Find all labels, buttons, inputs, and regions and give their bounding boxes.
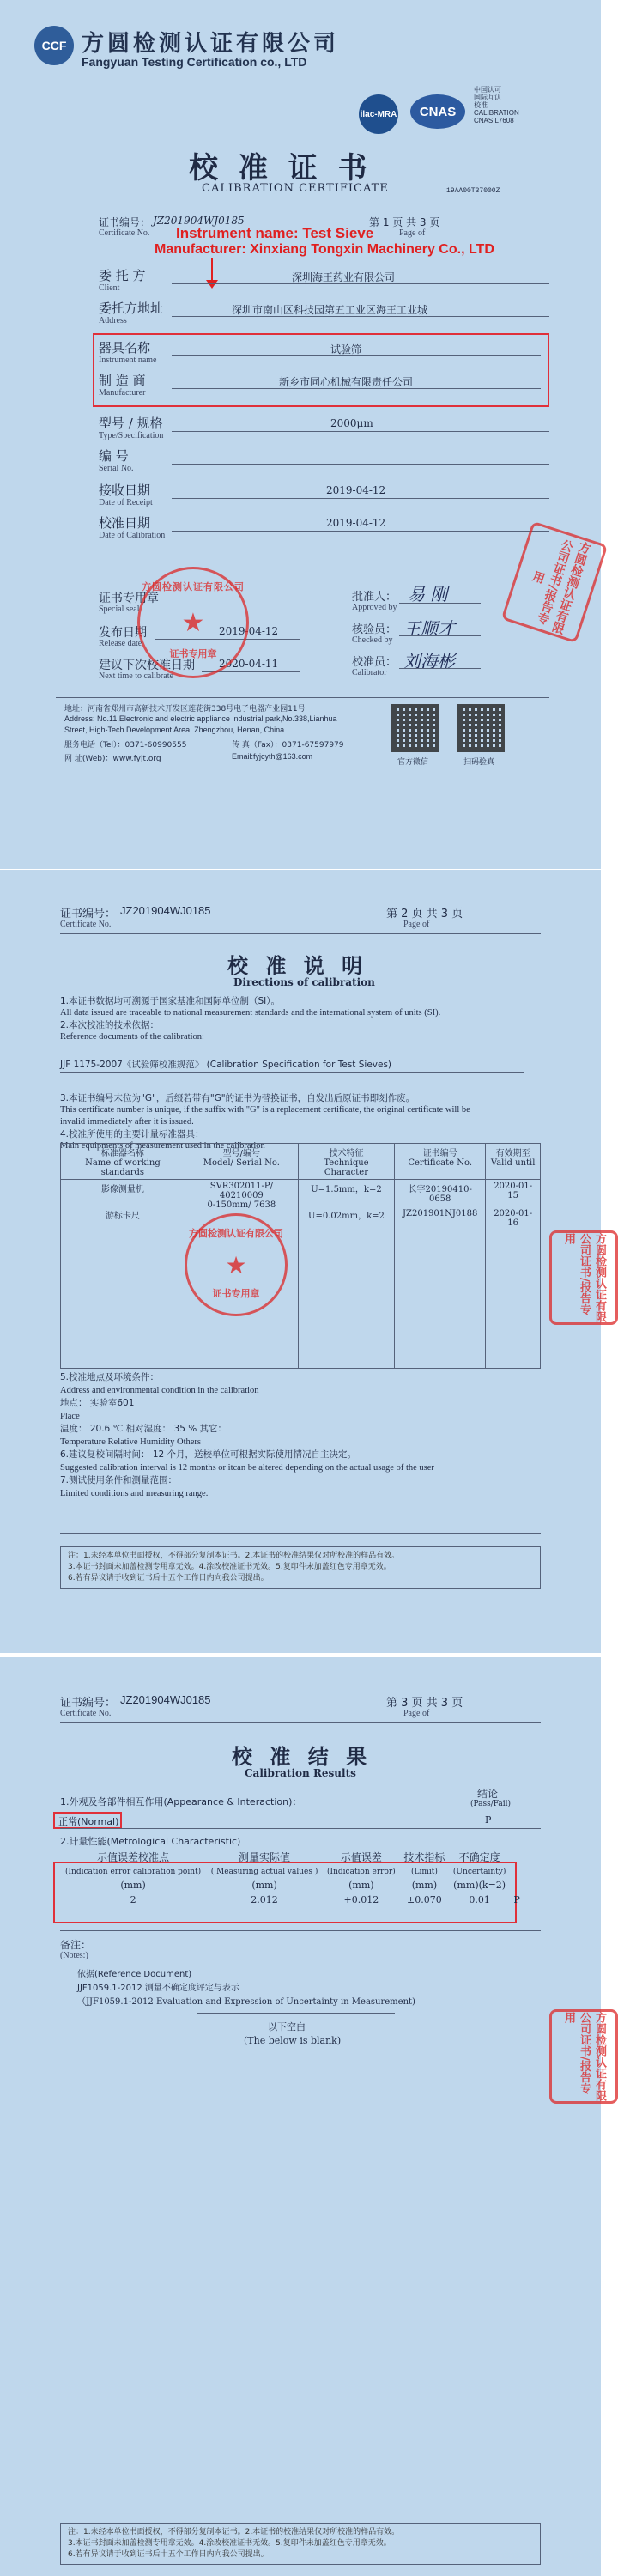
- directions-title-cn: 校 准 说 明: [227, 954, 368, 978]
- field-receipt-value: 2019-04-12: [326, 484, 386, 496]
- table-row: 影像测量机 游标卡尺 SVR302011-P/ 40210009 0-150mm/ 7638 U=1.5mm，k=2 U=0.02mm，k=2 长字20190410-0658 JZ201901NJ0188 2020-01-15 2020-01-16: [61, 1180, 541, 1369]
- side-seal: 方圆检测认证有限公司证书/报告专用: [549, 2009, 618, 2104]
- page-indicator: 第 1 页 共 3 页: [369, 216, 440, 228]
- next-calibration-date: 2020-04-11: [219, 658, 279, 670]
- phone: 服务电话（Tel）：0371-60990555: [64, 741, 187, 750]
- field-calibration-date-value: 2019-04-12: [326, 517, 386, 529]
- certificate-page-3: [0, 1657, 606, 2576]
- blank-note-en: (The below is blank): [244, 2035, 342, 2046]
- annotation-arrow-head: [206, 280, 218, 289]
- item-appearance: 1.外观及各部件相互作用(Appearance & Interaction)：: [60, 1796, 302, 1807]
- side-seal: 方圆检测认证有限公司证书/报告专用: [501, 521, 609, 644]
- cert-no-en: Certificate No.: [99, 228, 150, 238]
- official-seal: 方圆检测认证有限公司 ★ 证书专用章: [137, 567, 249, 678]
- appearance-conclusion: P: [485, 1814, 492, 1826]
- calibrator-signature: 刘海彬: [403, 651, 455, 671]
- page2-footer-notes: 注：1.未经本单位书面授权，不得部分复制本证书。2.本证书的校准结果仅对所校准的样品有效。 3.本证书封面未加盖检测专用章无效。4.涂改校准证书无效。5.复印件未加盖红色专用章无效。 6.若有异议请于收到证书后十五个工作日内向我公司提出。: [60, 1546, 541, 1589]
- notes-title-en: (Notes:): [60, 1951, 88, 1960]
- results-header-row: 示值误差校准点 测量实际值 示值误差 技术指标 不确定度: [97, 1851, 500, 1863]
- official-seal: 方圆检测认证有限公司 ★ 证书专用章: [185, 1213, 288, 1316]
- page-indicator-en: Page of: [403, 1709, 430, 1718]
- next-calibration-label: 建议下次校准日期: [99, 659, 195, 672]
- cert-no: JZ201904WJ0185: [120, 1693, 211, 1706]
- page-indicator-en: Page of: [399, 228, 426, 238]
- qr-code-verify[interactable]: [457, 704, 505, 752]
- seal-label: 证书专用章: [99, 592, 159, 605]
- directions-text: 1.本证书数据均可溯源于国家基准和国际单位制（SI）。 All data issued are traceable to national measurement standards and the international system of units (SI). 2.本次校准的技术依据： Reference documents of the calibration: JJF 1175-2007《试验筛校准规范》 (Calibration Specification for Test Sieves) 3.本证书编号末位为"G"，后缀若带有"G"的证书为替换证书，自发出后原证书即刻作废。 This certificate number is unique, if the suffix with "G" is a replacement certificate, the original certificate will be invalid immediately after it is issued. 4.校准所使用的主要计量标准器具： Main equipments of measurement used in the calibration: [60, 995, 524, 1152]
- results-title-en: Calibration Results: [245, 1767, 356, 1779]
- certificate-page-2: [0, 870, 606, 1653]
- cnas-caption: 中国认可 国际互认 校准 CALIBRATION CNAS L7608: [474, 86, 519, 125]
- cert-no-label: 证书编号：: [99, 216, 151, 228]
- qr-code-wechat[interactable]: [391, 704, 439, 752]
- results-header-en-row: (Indication error calibration point) ( Measuring actual values ) (Indication error) (Limit) (Uncertainty): [64, 1868, 506, 1876]
- highlight-instrument-box: [93, 333, 549, 407]
- address-cn: 地址：河南省郑州市高新技术开发区莲花街338号电子电器产业园11号: [64, 705, 306, 714]
- field-address-label: 委托方地址: [99, 301, 164, 316]
- qr-caption-wechat: 官方微信: [397, 758, 429, 767]
- release-label-en: Release date: [99, 639, 142, 648]
- approved-label-en: Approved by: [352, 603, 397, 612]
- field-receipt-label: 接收日期: [99, 483, 151, 498]
- cert-code-right: 19AA00T37000Z: [446, 187, 500, 195]
- field-client-value: 深圳海王药业有限公司: [292, 271, 396, 283]
- field-manufacturer-label: 制 造 商: [99, 373, 146, 388]
- field-serial-en: Serial No.: [99, 464, 134, 473]
- cert-no-en: Certificate No.: [60, 1709, 112, 1718]
- field-manufacturer-en: Manufacturer: [99, 388, 146, 398]
- ilac-mra-logo: ilac-MRA: [359, 94, 398, 134]
- cert-no-label: 证书编号：: [60, 1697, 117, 1710]
- release-date: 2019-04-12: [219, 625, 279, 637]
- reference-line-1: JJF1059.1-2012 测量不确定度评定与表示: [77, 1984, 239, 1993]
- page3-footer-notes: 注：1.未经本单位书面授权，不得部分复制本证书。2.本证书的校准结果仅对所校准的样品有效。 3.本证书封面未加盖检测专用章无效。4.涂改校准证书无效。5.复印件未加盖红色专用章无效。 6.若有异议请于收到证书后十五个工作日内向我公司提出。: [60, 2523, 541, 2565]
- calibrator-label-en: Calibrator: [352, 668, 387, 677]
- next-calibration-label-en: Next time to calibrate: [99, 671, 173, 681]
- reference-label: 依据(Reference Document): [77, 1970, 192, 1979]
- checked-label: 核验员：: [352, 623, 397, 636]
- directions-title-en: Directions of calibration: [233, 976, 375, 988]
- calibrator-label: 校准员：: [352, 656, 397, 669]
- release-label: 发布日期: [99, 626, 147, 640]
- annotation-instrument-name: Instrument name: Test Sieve: [176, 225, 374, 241]
- side-seal: 方圆检测认证有限公司证书/报告专用: [549, 1230, 618, 1325]
- field-calibration-date-en: Date of Calibration: [99, 531, 166, 540]
- cert-no-label: 证书编号：: [60, 908, 117, 920]
- appearance-result: 正常(Normal): [58, 1816, 119, 1827]
- cert-no: JZ201904WJ0185: [153, 215, 245, 227]
- email: Email:fyjcyth@163.com: [232, 752, 313, 761]
- title-en: CALIBRATION CERTIFICATE: [202, 182, 389, 195]
- field-instrument-value: 试验筛: [330, 343, 362, 355]
- field-manufacturer-value: 新乡市同心机械有限责任公司: [279, 376, 414, 388]
- notes-title: 备注：: [60, 1939, 92, 1951]
- conclusion-label: 结论: [477, 1788, 499, 1800]
- reference-line-2: （JJF1059.1-2012 Evaluation and Expression of Uncertainty in Measurement): [77, 1997, 415, 2007]
- field-address-en: Address: [99, 316, 127, 325]
- annotation-manufacturer: Manufacturer: Xinxiang Tongxin Machinery Co., LTD: [154, 242, 494, 257]
- field-serial-label: 编 号: [99, 448, 129, 464]
- field-type-en: Type/Specification: [99, 431, 164, 440]
- field-type-label: 型号 / 规格: [99, 416, 163, 431]
- page-indicator: 第 3 页 共 3 页: [386, 1697, 464, 1710]
- page-indicator: 第 2 页 共 3 页: [386, 908, 464, 920]
- title-cn: 校 准 证 书: [189, 151, 373, 185]
- company-name-cn: 方圆检测认证有限公司: [82, 31, 340, 57]
- ccf-logo: CCF: [34, 26, 74, 65]
- address-en-2: Street, High-Tech Development Area, Zhengzhou, Henan, China: [64, 726, 285, 734]
- qr-caption-verify: 扫码验真: [464, 758, 495, 767]
- approved-label: 批准人：: [352, 591, 397, 604]
- fax: 传 真（Fax）：0371-67597979: [232, 741, 344, 750]
- table-row: 2 2.012 +0.012 ±0.070 0.01 P: [130, 1894, 520, 1905]
- table-header-row: 标准器名称 Name of working standards 型号/编号 Model/ Serial No. 技术特征 Technique Character 证书编号 Certificate No. 有效期至 Valid until: [61, 1144, 541, 1180]
- approved-signature: 易 刚: [408, 584, 448, 605]
- results-table: [60, 1848, 524, 1907]
- item-metrology: 2.计量性能(Metrological Characteristic): [60, 1836, 241, 1847]
- seal-label-en: Special seal: [99, 605, 140, 614]
- blank-note-cn: 以下空白: [268, 2021, 306, 2032]
- field-type-value: 2000μm: [330, 417, 373, 429]
- field-instrument-label: 器具名称: [99, 340, 151, 355]
- company-name-en: Fangyuan Testing Certification co., LTD: [82, 55, 307, 69]
- address-en-1: Address: No.11,Electronic and electric appliance industrial park,No.338,Lianhua: [64, 714, 337, 723]
- certificate-page-1: [0, 0, 601, 869]
- field-receipt-en: Date of Receipt: [99, 498, 153, 507]
- results-title-cn: 校 准 结 果: [232, 1745, 373, 1769]
- field-client-en: Client: [99, 283, 120, 293]
- checked-signature: 王顺才: [403, 618, 455, 639]
- field-calibration-date-label: 校准日期: [99, 515, 151, 531]
- environment-text: 5.校准地点及环境条件： Address and environmental condition in the calibration 地点： 实验室601 Place 温度： 20.6 ℃ 相对湿度： 35 % 其它： Temperature Relative Humidity Others 6.建议复校间隔时间： 12 个月，送校单位可根据实际使用情况自主决定。 Suggested calibration interval is 12 months or itcan be altered depending on the actual usage of the user 7.测试使用条件和测量范围： Limited conditions and measuring range.: [60, 1372, 434, 1498]
- cert-no: JZ201904WJ0185: [120, 904, 211, 917]
- cert-no-en: Certificate No.: [60, 920, 112, 929]
- field-client-label: 委 托 方: [99, 268, 146, 283]
- website: 网 址(Web)：www.fyjt.org: [64, 755, 161, 763]
- results-units-row: (mm) (mm) (mm) (mm) (mm)(k=2): [120, 1880, 506, 1891]
- checked-label-en: Checked by: [352, 635, 393, 645]
- page-indicator-en: Page of: [403, 920, 430, 929]
- field-address-value: 深圳市南山区科技园第五工业区海王工业城: [232, 304, 428, 316]
- cnas-logo: CNAS: [410, 94, 465, 129]
- field-instrument-en: Instrument name: [99, 355, 157, 365]
- conclusion-label-en: (Pass/Fail): [470, 1800, 512, 1808]
- equipment-table: [60, 1143, 541, 1369]
